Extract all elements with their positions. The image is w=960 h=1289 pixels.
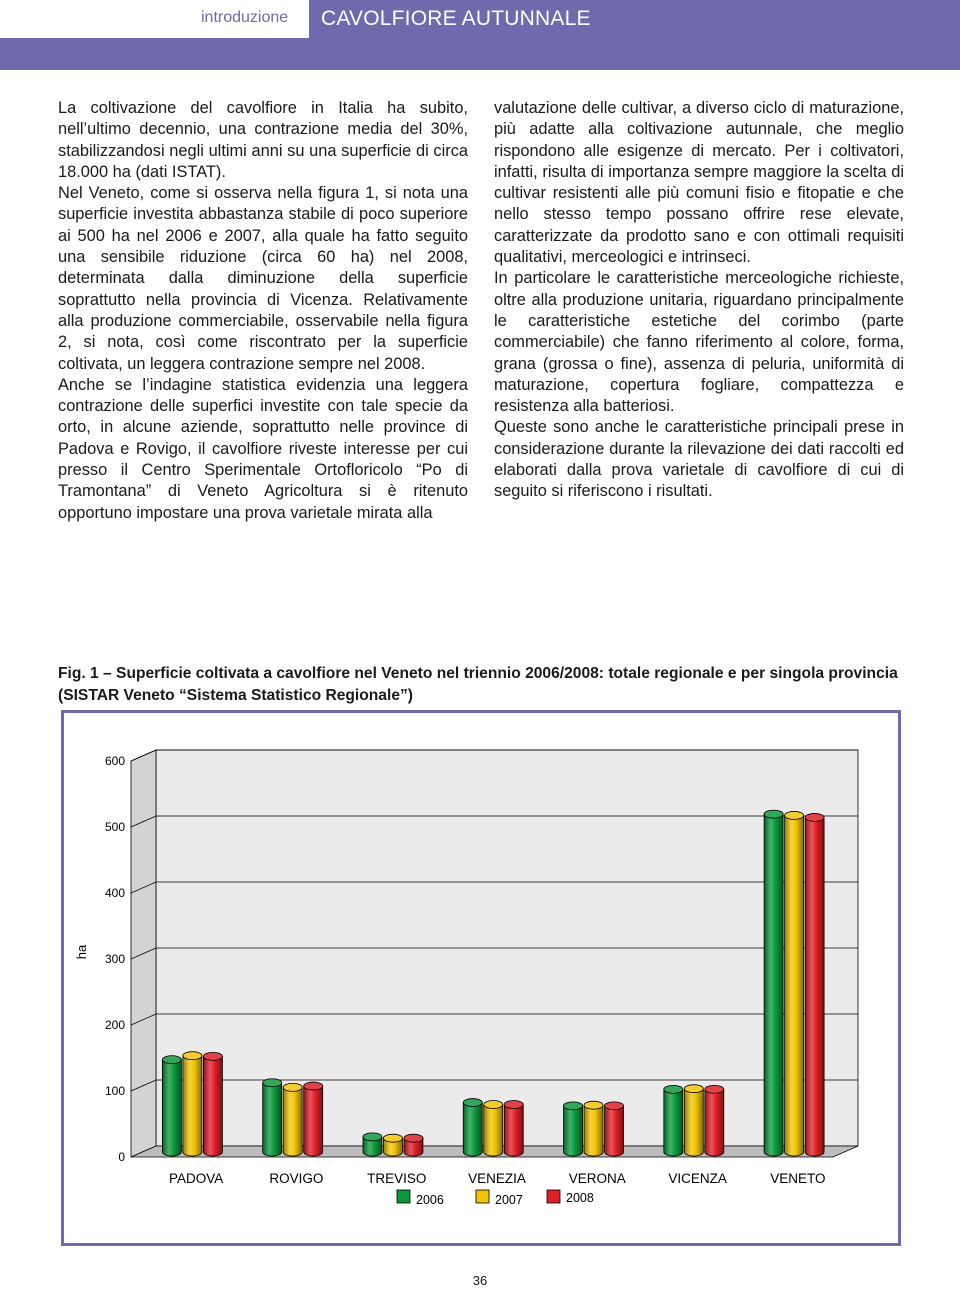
figure-caption: Fig. 1 – Superficie coltivata a cavolfiore nel Veneto nel triennio 2006/2008: totale regionale e per singola provincia (SISTAR Veneto “Sistema Statistico Regionale”) — [58, 665, 898, 704]
text-column-left — [58, 98, 468, 524]
bar-top-padova-2007 — [183, 1052, 202, 1060]
legend-swatch-2006 — [397, 1190, 410, 1203]
bar-top-rovigo-2008 — [304, 1082, 323, 1090]
bar-rovigo-2006 — [263, 1083, 282, 1156]
bar-veneto-2006 — [764, 814, 783, 1156]
bar-top-treviso-2008 — [404, 1134, 423, 1142]
bar-top-treviso-2007 — [383, 1134, 402, 1142]
y-tick-label: 100 — [104, 1084, 125, 1098]
bar-padova-2007 — [183, 1056, 202, 1156]
x-tick-label: ROVIGO — [269, 1171, 324, 1186]
bar-veneto-2007 — [785, 815, 804, 1156]
text-column-right — [494, 98, 904, 503]
bar-rovigo-2008 — [304, 1086, 323, 1156]
y-tick-label: 400 — [104, 886, 125, 900]
bar-padova-2006 — [162, 1060, 181, 1156]
bar-top-venezia-2007 — [484, 1101, 503, 1109]
y-tick-label: 600 — [104, 754, 125, 768]
legend-label: 2006 — [416, 1193, 444, 1207]
bar-top-venezia-2008 — [504, 1101, 523, 1109]
bar-top-verona-2008 — [605, 1102, 624, 1110]
y-tick-label: 500 — [104, 820, 125, 834]
bar-top-veneto-2007 — [785, 811, 804, 819]
bar-top-padova-2006 — [162, 1056, 181, 1064]
x-tick-label: PADOVA — [169, 1171, 224, 1186]
bar-verona-2008 — [605, 1106, 624, 1156]
bar-top-vicenza-2008 — [705, 1085, 724, 1093]
section-label: introduzione — [201, 9, 289, 26]
bar-verona-2007 — [584, 1105, 603, 1156]
page-header — [0, 0, 960, 70]
y-tick-label: 200 — [104, 1018, 125, 1032]
bar-top-rovigo-2007 — [283, 1083, 302, 1091]
bar-top-padova-2008 — [203, 1052, 222, 1060]
bar-top-veneto-2008 — [805, 813, 824, 821]
bar-top-venezia-2006 — [463, 1099, 482, 1107]
bar-top-vicenza-2007 — [684, 1085, 703, 1093]
bar-chart — [61, 710, 901, 1246]
legend-swatch-2007 — [476, 1190, 489, 1203]
bar-venezia-2006 — [463, 1103, 482, 1157]
bar-top-rovigo-2006 — [263, 1079, 282, 1087]
bar-verona-2006 — [564, 1106, 583, 1156]
page-number: 36 — [472, 1273, 488, 1288]
bar-rovigo-2007 — [283, 1087, 302, 1156]
bar-vicenza-2007 — [684, 1089, 703, 1156]
bar-padova-2008 — [203, 1056, 222, 1156]
legend-label: 2007 — [495, 1193, 523, 1207]
x-tick-label: VENETO — [770, 1171, 826, 1186]
y-tick-label: 300 — [104, 952, 125, 966]
bar-top-veneto-2006 — [764, 810, 783, 818]
section-tab — [0, 0, 309, 38]
x-tick-label: VICENZA — [668, 1171, 727, 1186]
bar-top-verona-2007 — [584, 1101, 603, 1109]
page-title: CAVOLFIORE AUTUNNALE — [321, 7, 591, 30]
bar-vicenza-2008 — [705, 1089, 724, 1156]
bar-top-verona-2006 — [564, 1102, 583, 1110]
y-tick-label: 0 — [118, 1150, 125, 1164]
bar-veneto-2008 — [805, 817, 824, 1156]
bar-venezia-2007 — [484, 1105, 503, 1157]
bar-top-vicenza-2006 — [664, 1085, 683, 1093]
paragraph: valutazione delle cultivar, a diverso ciclo di maturazione, più adatte alla coltivazione autunnale, che meglio rispondono alle esigenze di mercato. Per i coltivatori, infatti, risulta di importanza sempre maggiore la scelta di cultivar resistenti alle più comuni fisio e fitopatie e che nello stesso tempo possano offrire rese elevate, caratterizzate da prodotto sano e con ottimali requisiti qualitativi, merceologici e intrinseci. — [494, 99, 904, 267]
x-tick-label: VENEZIA — [468, 1171, 526, 1186]
paragraph: Nel Veneto, come si osserva nella figura 1, si nota una superficie investita abbastanza stabile di poco superiore ai 500 ha nel 2006 e 2007, alla quale ha fatto seguito una sensibile riduzione (circa 60 ha) nel 2008, determinata dalla diminuzione della superficie soprattutto nella provincia di Vicenza. Relativamente alla produzione commerciabile, osservabile nella figura 2, si nota, così come riscontrato per la superficie coltivata, un leggera contrazione sempre nel 2008. — [58, 184, 468, 373]
bar-venezia-2008 — [504, 1105, 523, 1157]
x-tick-label: TREVISO — [367, 1171, 427, 1186]
legend-label: 2008 — [566, 1191, 594, 1205]
bar-top-treviso-2006 — [363, 1133, 382, 1141]
x-tick-label: VERONA — [568, 1171, 626, 1186]
bar-vicenza-2006 — [664, 1089, 683, 1156]
paragraph: In particolare le caratteristiche merceologiche richieste, oltre alla produzione unitaria, riguardano principalmente le caratteristiche estetiche del corimbo (parte commerciabile) che fanno riferimento al colore, forma, grana (grossa o fine), assenza di peluria, uniformità di maturazione, copertura fogliare, compattezza e resistenza alla batteriosi. — [494, 269, 904, 416]
legend-swatch-2008 — [547, 1190, 560, 1203]
chart-container — [61, 710, 901, 1246]
paragraph: La coltivazione del cavolfiore in Italia ha subito, nell’ultimo decennio, una contrazione media del 30%, stabilizzandosi negli ultimi anni su una superficie di circa 18.000 ha (dati ISTAT). — [58, 99, 468, 181]
y-axis-label: ha — [74, 944, 89, 960]
paragraph: Anche se l’indagine statistica evidenzia una leggera contrazione delle superfici investite con tale specie da orto, in alcune aziende, soprattutto nelle province di Padova e Rovigo, il cavolfiore riveste interesse per cui presso il Centro Sperimentale Ortofloricolo “Po di Tramontana” di Veneto Agricoltura si è ritenuto opportuno impostare una prova varietale mirata alla — [58, 375, 468, 522]
paragraph: Queste sono anche le caratteristiche principali prese in considerazione durante la rilevazione dei dati raccolti ed elaborati dalla prova varietale di cavolfiore di cui di seguito si riferiscono i risultati. — [494, 418, 904, 501]
